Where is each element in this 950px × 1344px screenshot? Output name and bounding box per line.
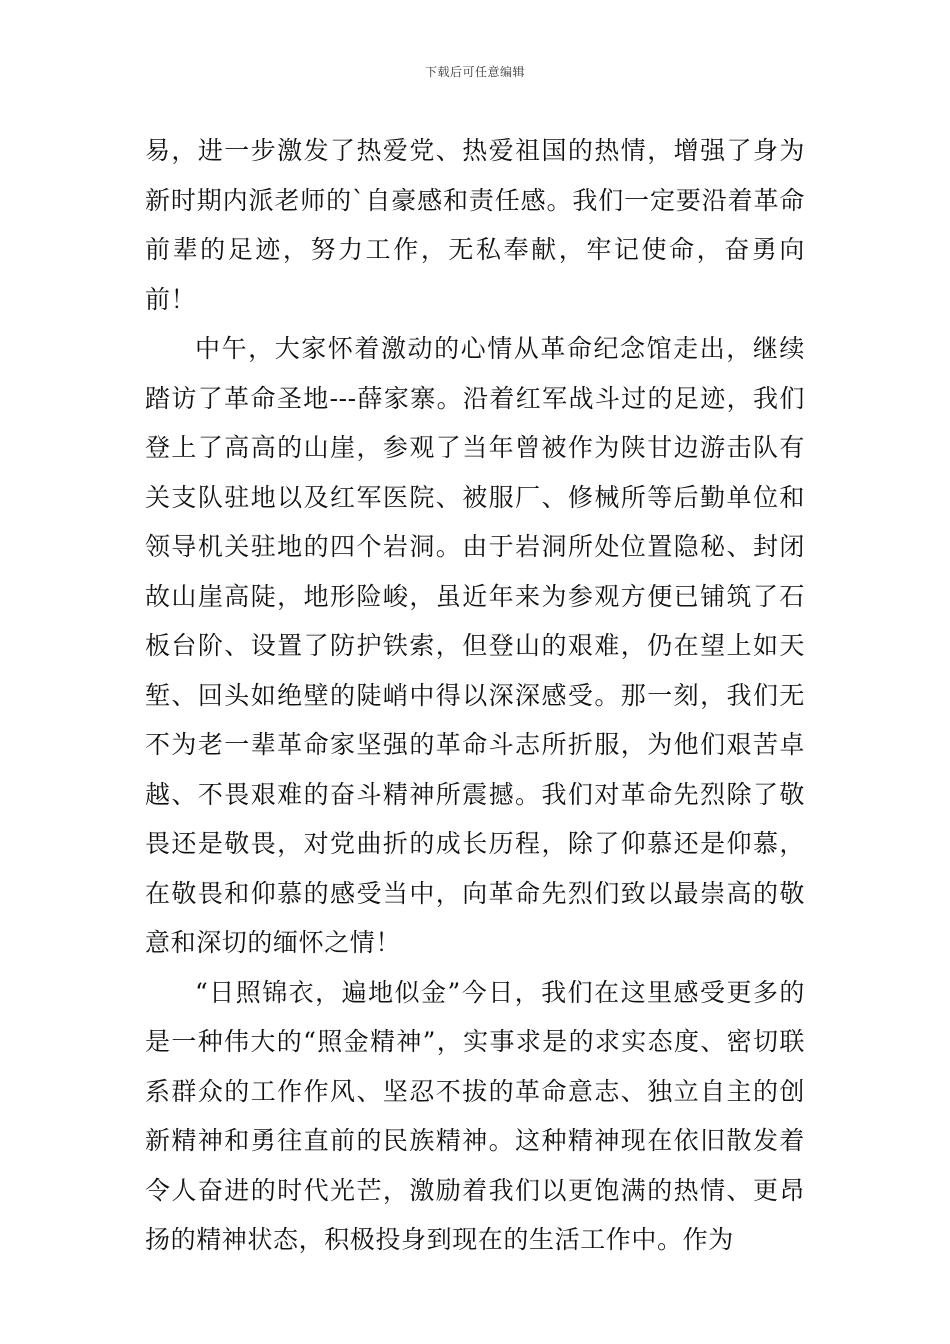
paragraph-1: 易，进一步激发了热爱党、热爱祖国的热情，增强了身为新时期内派老师的`自豪感和责任感。我们一定要沿着革命前辈的足迹，努力工作，无私奉献，牢记使命，奋勇向前！ [145,136,805,314]
paragraph-3: “日照锦衣，遍地似金”今日，我们在这里感受更多的是一种伟大的“照金精神”，实事求是的求实态度、密切联系群众的工作作风、坚忍不拔的革命意志、独立自主的创新精神和勇往直前的民族精神。这种精神现在依旧散发着令人奋进的时代光芒，激励着我们以更饱满的热情、更昂扬的精神状态，积极投身到现在的生活工作中。作为 [145,977,805,1254]
document-body [145,126,805,1265]
paragraph-2: 中午，大家怀着激动的心情从革命纪念馆走出，继续踏访了革命圣地---薛家寨。沿着红军战斗过的足迹，我们登上了高高的山崖，参观了当年曾被作为陕甘边游击队有关支队驻地以及红军医院、被服厂、修械所等后勤单位和领导机关驻地的四个岩洞。由于岩洞所处位置隐秘、封闭故山崖高陡，地形险峻，虽近年来为参观方便已铺筑了石板台阶、设置了防护铁索，但登山的艰难，仍在望上如天堑、回头如绝壁的陡峭中得以深深感受。那一刻，我们无不为老一辈革命家坚强的革命斗志所折服，为他们艰苦卓越、不畏艰难的奋斗精神所震撼。我们对革命先烈除了敬畏还是敬畏，对党曲折的成长历程，除了仰慕还是仰慕，在敬畏和仰慕的感受当中，向革命先烈们致以最崇高的敬意和深切的缅怀之情！ [145,334,805,957]
page-header-note: 下载后可任意编辑 [424,65,525,79]
